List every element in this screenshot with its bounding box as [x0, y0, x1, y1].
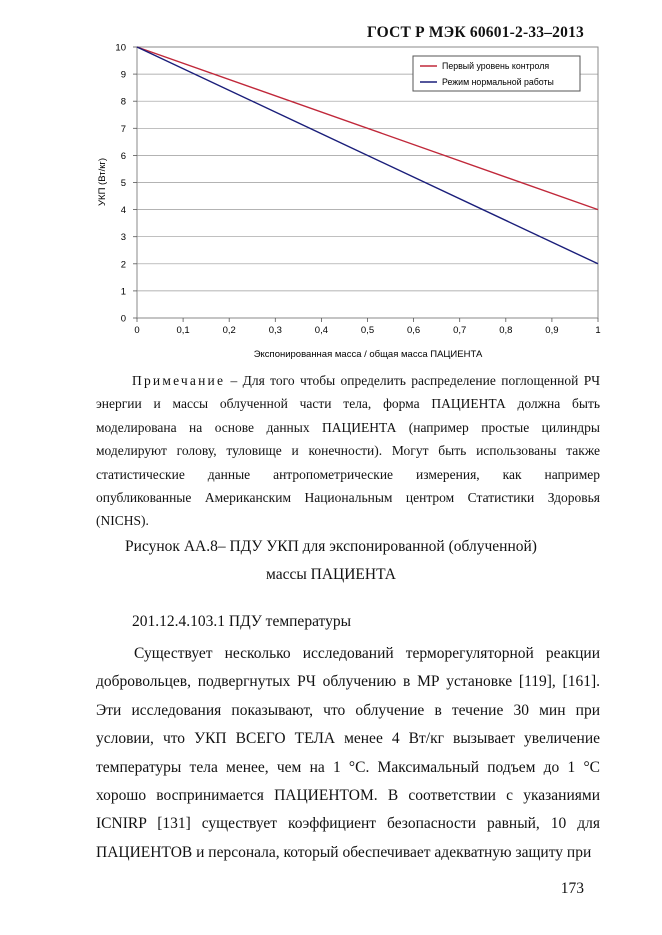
- y-tick-label: 8: [120, 96, 126, 108]
- x-tick-label: 0,8: [499, 325, 513, 336]
- y-tick-label: 4: [120, 205, 126, 217]
- note-text: – Для того чтобы определить распределение поглощенной РЧ энергии и массы облученной части тела, форма ПАЦИЕНТА должна быть моделирована на основе данных ПАЦИЕНТА (например простые цилиндры моделируют голову, туловище и конечности). Могут быть использованы также статистические данные антропометрические измерения, как например опубликованные Американским Национальным центром Статистики Здоровья (NICHS).: [96, 373, 600, 529]
- x-tick-label: 0,6: [406, 325, 421, 336]
- document-header: ГОСТ Р МЭК 60601-2-33–2013: [366, 24, 584, 41]
- x-axis-label: Экспонированная масса / общая масса ПАЦИЕНТА: [253, 349, 483, 360]
- chart-gridlines: [137, 74, 598, 291]
- x-tick-label: 0,3: [268, 325, 282, 336]
- body-paragraph-text: Существует несколько исследований терморегуляторной реакции добровольцев, подвергнутых РЧ облучению в МР установке [119], [161]. Эти исследования показывают, что облучение в течение 30 мин при условии, что УКП ВСЕГО ТЕЛА менее 4 Вт/кг вызывает увеличение температуры тела менее, чем на 1 °С. Максимальный подъем до 1 °С хорошо воспринимается ПАЦИЕНТОМ. В соответствии с указаниями ICNIRP [131] существует коэффициент безопасности равный, 10 для ПАЦИЕНТОВ и персонала, который обеспечивает адекватную защиту при: [96, 645, 600, 861]
- y-tick-label: 5: [120, 178, 126, 189]
- figure-caption-line-2: массы ПАЦИЕНТА: [266, 566, 396, 583]
- y-tick-label: 7: [120, 123, 126, 135]
- body-paragraph: [96, 640, 600, 867]
- chart-legend: [413, 56, 580, 91]
- x-tick-label: 1: [595, 325, 601, 336]
- sar-limit-chart: [0, 0, 662, 365]
- y-tick-label: 2: [120, 259, 126, 271]
- y-tick-label: 1: [120, 286, 126, 298]
- section-heading: 201.12.4.103.1 ПДУ температуры: [132, 613, 352, 630]
- page-number: 173: [560, 880, 584, 897]
- x-tick-label: 0: [134, 325, 140, 336]
- y-tick-label: 3: [120, 232, 126, 244]
- note-label: Примечание: [132, 373, 226, 388]
- y-axis-label: УКП (Вт/кг): [97, 158, 108, 206]
- x-tick-label: 0,1: [176, 325, 190, 336]
- y-tick-label: 10: [115, 42, 126, 54]
- x-tick-label: 0,9: [545, 325, 559, 336]
- y-tick-label: 9: [120, 69, 126, 81]
- x-tick-label: 0,2: [222, 325, 236, 336]
- x-tick-label: 0,4: [314, 325, 329, 336]
- x-tick-label: 0,7: [453, 325, 467, 336]
- legend-label-control-level: Первый уровень контроля: [442, 61, 550, 71]
- y-axis-ticks: [115, 43, 137, 325]
- x-axis-ticks: [134, 318, 600, 336]
- y-tick-label: 6: [120, 150, 126, 162]
- x-tick-label: 0,5: [360, 325, 375, 336]
- figure-caption-line-1: Рисунок АА.8– ПДУ УКП для экспонированной (облученной): [125, 538, 537, 555]
- legend-label-normal-mode: Режим нормальной работы: [442, 77, 554, 87]
- figure-note: [96, 369, 600, 533]
- y-tick-label: 0: [120, 313, 126, 325]
